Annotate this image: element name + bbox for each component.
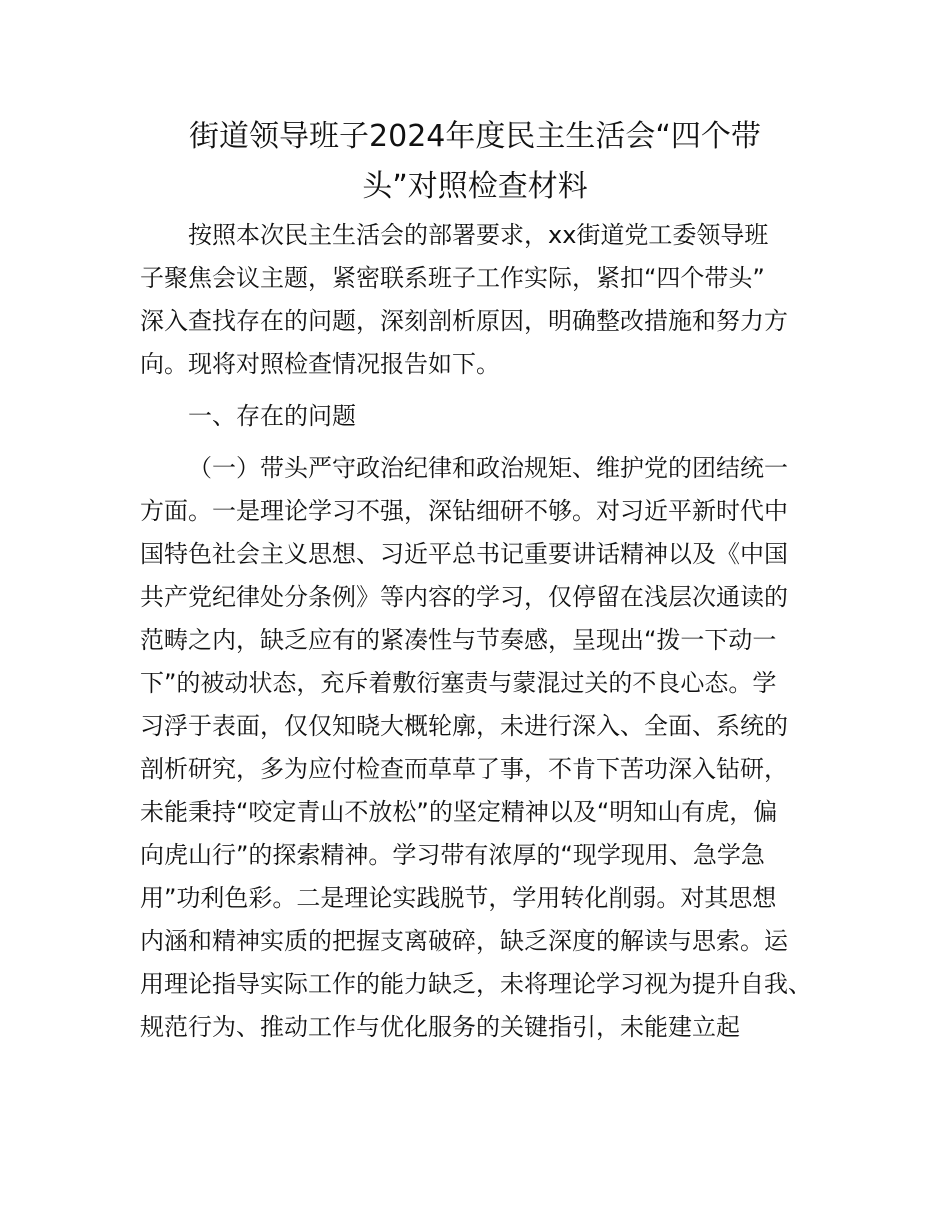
title-line-1: 街道领导班子2024年度民主生活会“四个带 xyxy=(189,119,761,154)
section-heading: 一、存在的问题 xyxy=(188,402,356,430)
body-line: 向虎山行”的探索精神。学习带有浓厚的“现学现用、急学急 xyxy=(140,841,765,869)
body-line: 习浮于表面，仅仅知晓大概轮廓，未进行深入、全面、系统的 xyxy=(140,712,788,740)
title-line-2: 头”对照检查材料 xyxy=(362,169,588,204)
intro-line: 深入查找存在的问题，深刻剖析原因，明确整改措施和努力方 xyxy=(140,307,788,335)
body-line: 用”功利色彩。二是理论实践脱节，学用转化削弱。对其思想 xyxy=(140,884,777,912)
intro-line: 向。现将对照检查情况报告如下。 xyxy=(140,350,500,378)
body-line: 剖析研究，多为应付检查而草草了事，不肯下苦功深入钻研， xyxy=(140,755,788,783)
body-line: 未能秉持“咬定青山不放松”的坚定精神以及“明知山有虎，偏 xyxy=(140,798,778,826)
body-line: 国特色社会主义思想、习近平总书记重要讲话精神以及《中国 xyxy=(140,540,788,568)
document-body xyxy=(140,214,820,1049)
intro-line: 子聚焦会议主题，紧密联系班子工作实际，紧扣“四个带头” xyxy=(140,264,765,292)
body-line: 用理论指导实际工作的能力缺乏，未将理论学习视为提升自我、 xyxy=(140,970,812,998)
body-line: 方面。一是理论学习不强，深钻细研不够。对习近平新时代中 xyxy=(140,497,788,525)
body-line: 范畴之内，缺乏应有的紧凑性与节奏感，呈现出“拨一下动一 xyxy=(140,626,777,654)
body-line: 共产党纪律处分条例》等内容的学习，仅停留在浅层次通读的 xyxy=(140,583,788,611)
body-line: （一）带头严守政治纪律和政治规矩、维护党的团结统一 xyxy=(188,454,788,482)
intro-line: 按照本次民主生活会的部署要求，xx街道党工委领导班 xyxy=(188,221,769,249)
body-line: 内涵和精神实质的把握支离破碎，缺乏深度的解读与思索。运 xyxy=(140,927,788,955)
document-title xyxy=(140,112,810,212)
body-line: 规范行为、推动工作与优化服务的关键指引，未能建立起 xyxy=(140,1013,740,1041)
body-line: 下”的被动状态，充斥着敷衍塞责与蒙混过关的不良心态。学 xyxy=(140,669,777,697)
